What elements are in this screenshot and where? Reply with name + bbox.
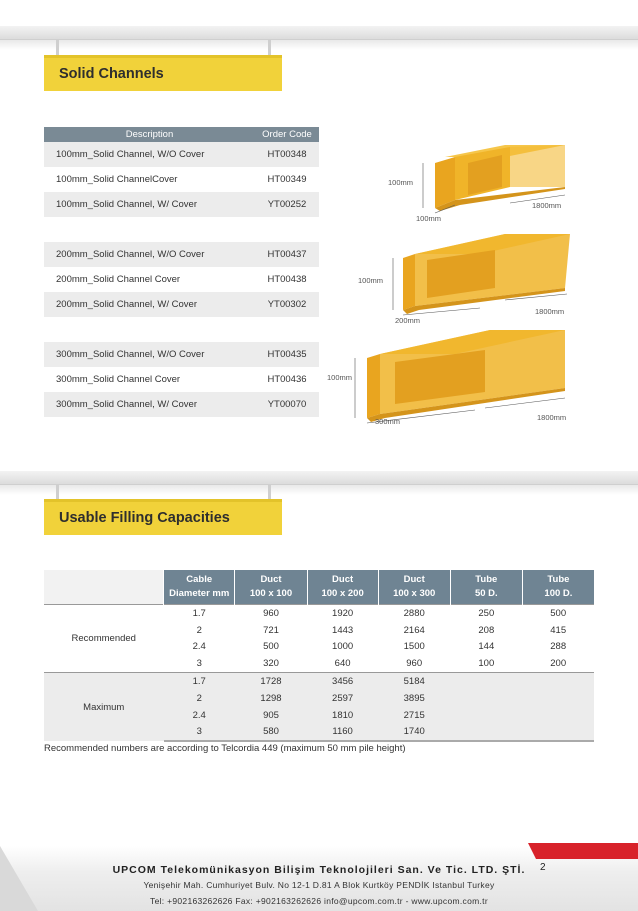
row-description: 100mm_Solid Channel, W/O Cover: [44, 142, 255, 167]
section-title-solid-channels: [44, 55, 282, 91]
row-order-code: YT00070: [255, 392, 319, 417]
section2-bar: [0, 471, 638, 485]
table-row: [44, 292, 319, 317]
footer-address: Yenişehir Mah. Cumhuriyet Bulv. No 12-1 D.81 A Blok Kurtköy PENDİK Istanbul Turkey: [143, 880, 495, 890]
cell: 1810: [307, 707, 378, 724]
cell: 208: [450, 622, 522, 639]
header-blank: [44, 570, 164, 605]
cell: [450, 673, 522, 690]
cell: 2164: [378, 622, 450, 639]
header-duct-100x100: Duct 100 x 100: [235, 570, 307, 605]
row-description: 300mm_Solid Channel, W/ Cover: [44, 392, 255, 417]
dim-height-label: 100mm: [327, 373, 353, 382]
cell: 2: [164, 622, 235, 639]
dim-height-label: 100mm: [358, 276, 384, 285]
section-title-text: Solid Channels: [59, 66, 164, 82]
cell: 2880: [378, 605, 450, 622]
order-table-300: [44, 342, 319, 417]
row-description: 100mm_Solid ChannelCover: [56, 174, 178, 185]
cell: 1728: [235, 673, 307, 690]
row-description: 200mm_Solid Channel Cover: [56, 274, 181, 285]
cell: 3895: [378, 690, 450, 707]
cell: 1920: [307, 605, 378, 622]
row-order-code: HT00348: [255, 142, 319, 167]
dim-length-label: 1800mm: [537, 413, 567, 422]
cell: 320: [235, 655, 307, 672]
cell: 1.7: [164, 673, 235, 690]
cell: [450, 690, 522, 707]
cell: 905: [235, 707, 307, 724]
section-title-text: Usable Filling Capacities: [59, 510, 230, 526]
channel-300-drawing: [325, 324, 585, 432]
cell: 2.4: [164, 639, 235, 656]
table-row: [44, 673, 594, 690]
cell: 960: [378, 655, 450, 672]
cell: 1.7: [164, 605, 235, 622]
header-order-code: Order Code: [255, 127, 319, 142]
section-title-filling-capacities: [44, 499, 282, 535]
table-row: [44, 342, 319, 367]
dim-length-label: 1800mm: [532, 201, 562, 210]
channel-200-drawing: [355, 228, 585, 328]
cell: 1500: [378, 639, 450, 656]
channel-100-drawing: [380, 135, 580, 230]
page-number: 2: [540, 862, 546, 873]
cell: [450, 707, 522, 724]
capacity-table: [44, 570, 594, 742]
order-table-200: [44, 242, 319, 317]
cell: 1740: [378, 724, 450, 742]
cell: [522, 690, 594, 707]
dim-width-label: 200mm: [395, 316, 421, 325]
cell: [522, 724, 594, 742]
table-row: [44, 267, 319, 292]
table-row: [44, 242, 319, 267]
top-bar: [0, 26, 638, 40]
top-bar-shadow: [0, 40, 638, 50]
row-description: 100mm_Solid Channel, W/ Cover: [44, 192, 255, 217]
cell: 144: [450, 639, 522, 656]
row-order-code: HT00438: [267, 274, 307, 285]
row-order-code: YT00302: [255, 292, 319, 317]
section2-bar-shadow: [0, 485, 638, 495]
dim-height-label: 100mm: [388, 178, 414, 187]
row-order-code: HT00435: [255, 342, 319, 367]
cell: 1160: [307, 724, 378, 742]
dim-width-label: 300mm: [375, 417, 401, 426]
cell: 200: [522, 655, 594, 672]
footer-contact: Tel: +902163262626 Fax: +902163262626 info@upcom.com.tr - www.upcom.com.tr: [150, 896, 488, 906]
cell: 640: [307, 655, 378, 672]
cell: 2597: [307, 690, 378, 707]
cell: 3: [164, 724, 235, 742]
row-description: 200mm_Solid Channel, W/O Cover: [44, 242, 255, 267]
header-description: Description: [44, 127, 255, 142]
row-description: 300mm_Solid Channel Cover: [56, 374, 181, 385]
cell: 500: [235, 639, 307, 656]
table-row: [44, 392, 319, 417]
cell: [522, 673, 594, 690]
row-order-code: YT00252: [255, 192, 319, 217]
cell: 3: [164, 655, 235, 672]
footer-company-name: UPCOM Telekomünikasyon Bilişim Teknolojileri San. Ve Tic. LTD. ŞTİ.: [112, 864, 526, 876]
header-duct-100x200: Duct 100 x 200: [307, 570, 378, 605]
cell: 960: [235, 605, 307, 622]
cell: 250: [450, 605, 522, 622]
cell: 1298: [235, 690, 307, 707]
header-tube-50d: Tube 50 D.: [450, 570, 522, 605]
header-tube-100d: Tube 100 D.: [522, 570, 594, 605]
cell: 288: [522, 639, 594, 656]
cell: 721: [235, 622, 307, 639]
dim-length-label: 1800mm: [535, 307, 565, 316]
table-row: [44, 367, 319, 392]
group-label-maximum: Maximum: [44, 673, 164, 742]
table-row: [44, 167, 319, 192]
cell: 2.4: [164, 707, 235, 724]
dim-width-label: 100mm: [416, 214, 442, 223]
cell: 100: [450, 655, 522, 672]
row-description: 200mm_Solid Channel, W/ Cover: [44, 292, 255, 317]
footer-red-band: [528, 843, 638, 859]
order-table-100: [44, 127, 319, 217]
header-cable-diameter: Cable Diameter mm: [164, 570, 235, 605]
cell: 415: [522, 622, 594, 639]
capacity-note: Recommended numbers are according to Telcordia 449 (maximum 50 mm pile height): [44, 743, 406, 754]
table-row: [44, 142, 319, 167]
cell: 3456: [307, 673, 378, 690]
table-row: [44, 192, 319, 217]
cell: 580: [235, 724, 307, 742]
group-label-recommended: Recommended: [44, 605, 164, 673]
cell: 2: [164, 690, 235, 707]
row-order-code: HT00436: [267, 374, 307, 385]
row-order-code: HT00437: [255, 242, 319, 267]
row-description: 300mm_Solid Channel, W/O Cover: [44, 342, 255, 367]
cell: 1000: [307, 639, 378, 656]
header-duct-100x300: Duct 100 x 300: [378, 570, 450, 605]
row-order-code: HT00349: [267, 174, 307, 185]
cell: 5184: [378, 673, 450, 690]
cell: 1443: [307, 622, 378, 639]
table-row: [44, 605, 594, 622]
cell: [450, 724, 522, 742]
cell: 2715: [378, 707, 450, 724]
cell: [522, 707, 594, 724]
cell: 500: [522, 605, 594, 622]
